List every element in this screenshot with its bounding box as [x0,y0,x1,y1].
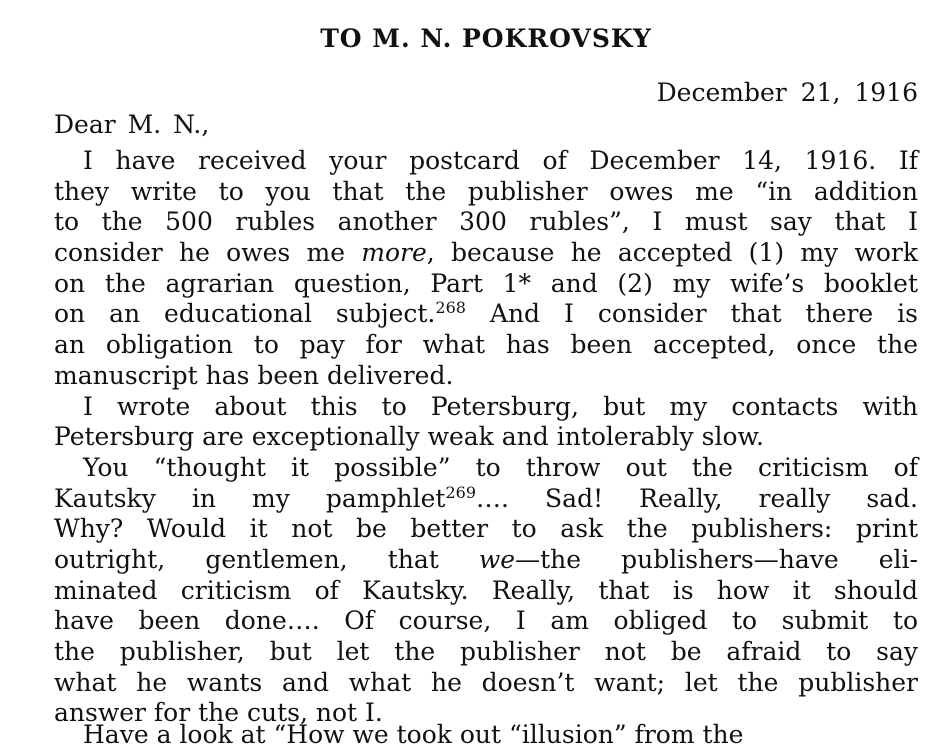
text-line: manuscript has been delivered. [54,360,454,390]
text-line: have been done…. Of course, I am obliged to submit to [54,606,918,636]
text-line: Kautsky in my pamphlet$^{269}$…. Sad! Really, really sad. [54,482,918,513]
text-line: consider he owes me more, because he accepted (1) my work [54,238,918,268]
text-line: what he wants and what he doesn’t want; let the publisher [54,667,918,697]
text-line: answer for the cuts, not I. [54,698,383,728]
text-line: I wrote about this to Petersburg, but my contacts with [83,391,918,421]
emphasis: we [478,544,516,574]
paragraph [54,146,918,392]
emphasis: more [361,238,427,268]
text-line: Petersburg are exceptionally weak and intolerably slow. [54,422,764,452]
text-line: minated criticism of Kautsky. Really, that is how it should [54,575,918,605]
text-line: Why? Would it not be better to ask the publishers: print [54,514,918,544]
letter-page [54,0,919,749]
footnote-ref[interactable]: 269 [445,482,477,502]
text-line: to the 500 rubles another 300 rubles”, I must say that I [54,207,918,237]
paragraph [54,392,918,453]
clipped-text-line: Have a look at “How we took out “illusion” from the [83,720,744,749]
text-line: You “thought it possible” to throw out the criticism of [83,452,918,482]
text-line: on an educational subject.$^{268}$ And I consider that there is [54,298,919,329]
text-line: an obligation to pay for what has been accepted, once the [54,330,918,360]
text-line: on the agrarian question, Part 1* and (2) my wife’s booklet [54,268,918,298]
text-line: outright, gentlemen, that we—the publishers—have eli- [54,544,918,574]
letter-salutation: Dear M. N., [54,110,210,139]
letter-body [54,146,918,729]
text-line: the publisher, but let the publisher not be afraid to say [54,637,918,666]
letter-title: TO M. N. POKROVSKY [320,24,652,53]
text-line: I have received your postcard of December 14, 1916. If [83,146,918,175]
footnote-ref[interactable]: 268 [435,298,466,318]
letter-date: December 21, 1916 [656,78,918,107]
paragraph [54,453,918,729]
text-line: they write to you that the publisher owes me “in addition [54,176,918,206]
